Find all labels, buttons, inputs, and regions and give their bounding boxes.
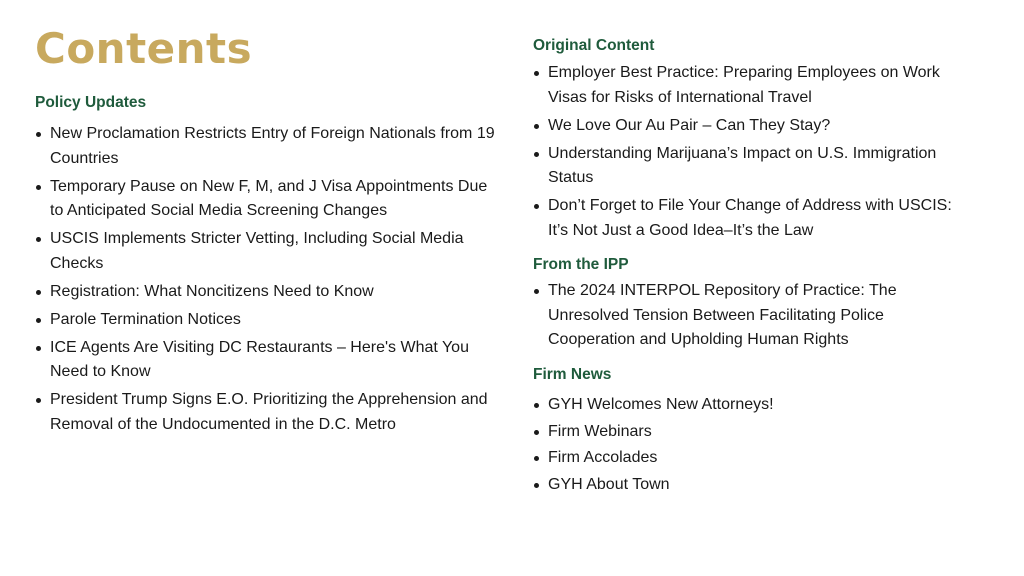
section-firm-news (533, 364, 953, 499)
policy-updates-list (35, 122, 500, 437)
section-original-content (533, 35, 953, 247)
list-item[interactable]: Employer Best Practice: Preparing Employees on Work Visas for Risks of International Travel (533, 61, 953, 110)
list-item[interactable]: ICE Agents Are Visiting DC Restaurants – Here's What You Need to Know (35, 336, 500, 385)
list-item[interactable]: USCIS Implements Stricter Vetting, Including Social Media Checks (35, 227, 500, 276)
section-heading: Policy Updates (35, 94, 147, 111)
list-item[interactable]: Firm Accolades (533, 446, 953, 471)
list-item[interactable]: The 2024 INTERPOL Repository of Practice: The Unresolved Tension Between Facilitating Police Cooperation and Upholding Human Rights (533, 279, 953, 353)
list-item[interactable]: Temporary Pause on New F, M, and J Visa Appointments Due to Anticipated Social Media Screening Changes (35, 175, 500, 224)
list-item[interactable]: Don’t Forget to File Your Change of Address with USCIS: It’s Not Just a Good Idea–It’s the Law (533, 194, 953, 243)
list-item[interactable]: Firm Webinars (533, 420, 953, 445)
section-heading: Firm News (533, 366, 612, 383)
section-policy-updates (35, 92, 500, 441)
list-item[interactable]: Understanding Marijuana’s Impact on U.S. Immigration Status (533, 142, 953, 191)
page-title: Contents (35, 24, 253, 73)
original-content-list (533, 61, 953, 243)
section-from-the-ipp (533, 254, 953, 356)
list-item[interactable]: New Proclamation Restricts Entry of Foreign Nationals from 19 Countries (35, 122, 500, 171)
list-item[interactable]: We Love Our Au Pair – Can They Stay? (533, 114, 953, 139)
firm-news-list (533, 393, 953, 497)
ipp-list (533, 279, 953, 353)
list-item[interactable]: President Trump Signs E.O. Prioritizing the Apprehension and Removal of the Undocumented in the D.C. Metro (35, 388, 500, 437)
list-item[interactable]: GYH About Town (533, 473, 953, 498)
list-item[interactable]: Parole Termination Notices (35, 308, 500, 333)
list-item[interactable]: Registration: What Noncitizens Need to Know (35, 280, 500, 305)
section-heading: From the IPP (533, 256, 629, 273)
list-item[interactable]: GYH Welcomes New Attorneys! (533, 393, 953, 418)
section-heading: Original Content (533, 37, 655, 54)
